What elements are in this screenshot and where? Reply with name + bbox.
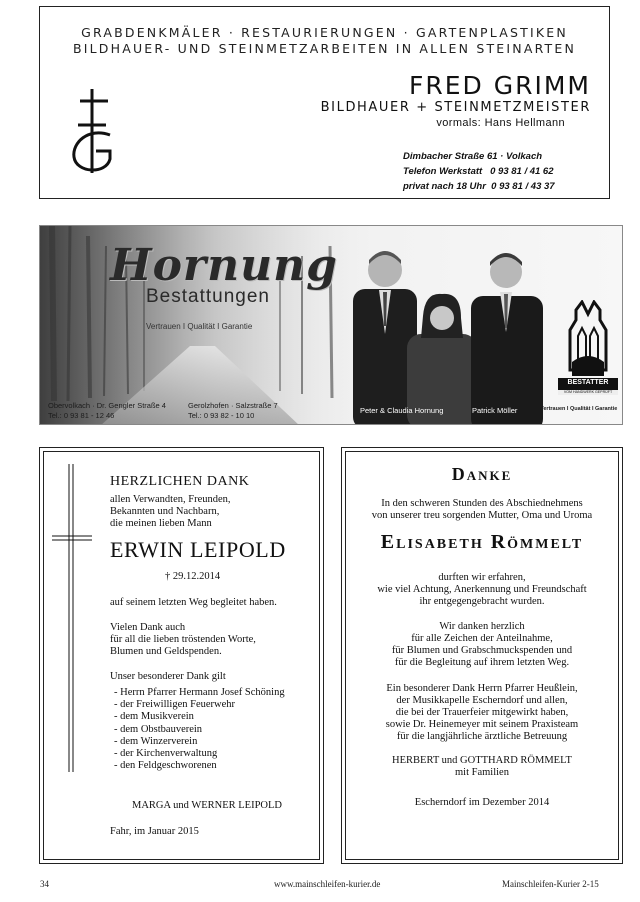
signature: MARGA und WERNER LEIPOLD [132,800,283,811]
grimm-title: BILDHAUER + STEINMETZMEISTER [320,100,591,115]
page-number: 34 [40,879,49,889]
paragraph-2-line-2: für alle Zeichen der Anteilnahme, [411,633,553,644]
grimm-services-line-1: GRABDENKMÄLER · RESTAURIERUNGEN · GARTENPLASTIKEN [81,25,568,40]
grimm-phone-work [403,164,593,179]
special-thanks-heading: Unser besonderer Dank gilt [110,671,226,682]
paragraph-2-line-3: für Blumen und Grabschmuckspenden und [391,645,573,656]
thanks-list [114,687,285,772]
hornung-staff-name-right: Patrick Möller [472,406,518,415]
hornung-advertisement [39,225,623,425]
grimm-services-line-2: BILDHAUER- UND STEINMETZARBEITEN IN ALLEN STEINARTEN [72,41,577,56]
list-item: - Herrn Pfarrer Hermann Josef Schöning [114,687,285,699]
paragraph-1-line-3: ihr entgegengebracht wurden. [419,596,545,607]
deceased-name: ERWIN LEIPOLD [110,537,286,562]
place-date: Escherndorf im Dezember 2014 [414,797,550,808]
bestatter-quality-seal [558,300,618,412]
paragraph-2-line-1: Vielen Dank auch [110,622,186,633]
intro-line-3: die meinen lieben Mann [110,518,212,529]
intro-line-2: Bekannten und Nachbarn, [110,506,220,517]
hornung-addr1: Obervolkach · Dr. Gengler Straße 4 [48,401,166,410]
list-item: - der Freiwilligen Feuerwehr [114,699,285,711]
paragraph-2-line-1: Wir danken herzlich [439,621,525,632]
paragraph-1-line-2: wie viel Achtung, Anerkennung und Freundschaft [377,584,587,595]
signature-families: mit Familien [455,767,509,778]
bestatter-seal-sub: VOM HANDWERK GEPRÜFT [558,390,618,395]
list-item: - dem Musikverein [114,711,285,723]
grimm-phone-work-number: 0 93 81 / 41 62 [490,166,554,177]
hornung-staff-names: Peter & Claudia Hornung [360,406,444,415]
paragraph-3-line-1: Ein besonderer Dank Herrn Pfarrer Heußlein, [386,683,578,694]
hornung-addr2: Gerolzhofen · Salzstraße 7 [188,401,278,410]
paragraph-2-line-3: Blumen und Geldspenden. [110,646,222,657]
notice-heading: HERZLICHEN DANK [110,474,250,489]
hornung-footer [40,398,622,424]
obituary-leipold [39,447,324,864]
grimm-company-name: FRED GRIMM [409,71,591,100]
paragraph-3-line-3: die bei der Trauerfeier mitgewirkt haben, [395,707,569,718]
intro-line-1: allen Verwandten, Freunden, [110,494,231,505]
paragraph-3-line-2: der Musikkapelle Escherndorf und allen, [396,695,568,706]
grimm-advertisement [39,6,610,199]
website-url[interactable]: www.mainschleifen-kurier.de [274,879,381,889]
signature: HERBERT und GOTTHARD RÖMMELT [392,755,572,766]
grimm-phone-private [403,179,593,194]
grimm-contact-block [403,149,593,194]
grimm-vormals: vormals: Hans Hellmann [436,117,565,129]
obituary-roemmelt [341,447,623,864]
notice-heading: Danke [451,464,513,484]
paragraph-1-line-1: durften wir erfahren, [438,572,526,583]
death-date: † 29.12.2014 [165,571,221,582]
grimm-phone-private-number: 0 93 81 / 43 37 [491,181,555,192]
cross-icon [50,464,94,772]
paragraph-3-line-4: sowie Dr. Heinemeyer mit seinem Praxisteam [385,719,579,730]
paragraph-3-line-5: für die langjährliche ärztliche Betreuung [396,731,568,742]
hornung-slogan: Vertrauen I Qualität I Garantie [146,322,253,331]
list-item: - den Feldgeschworenen [114,760,285,772]
bestatter-seal-label: BESTATTER [558,378,618,392]
grimm-phone-private-label: privat nach 18 Uhr [403,181,486,192]
list-item: - der Kirchenverwaltung [114,748,285,760]
hornung-subtitle: Bestattungen [146,286,270,307]
place-date: Fahr, im Januar 2015 [110,826,199,837]
paragraph-2-line-4: für die Begleitung auf ihrem letzten Weg. [394,657,570,668]
paragraph-2-line-2: für all die lieben tröstenden Worte, [110,634,256,645]
hornung-phone2: Tel.: 0 93 82 - 10 10 [188,411,255,420]
list-item: - dem Winzerverein [114,736,285,748]
hornung-logo: Hornung [110,240,338,291]
fg-monogram-logo [68,87,118,177]
hornung-seal-slogan: Vertrauen I Qualität I Garantie [540,406,618,412]
staff-photo [345,234,555,425]
paragraph-1: auf seinem letzten Weg begleitet haben. [110,597,277,608]
hornung-phone1: Tel.: 0 93 81 - 12 46 [48,411,115,420]
intro-line-1: In den schweren Stunden des Abschiednehmens [381,498,583,509]
deceased-name: Elisabeth Römmelt [380,531,584,553]
grimm-phone-work-label: Telefon Werkstatt [403,166,483,177]
intro-line-2: von unserer treu sorgenden Mutter, Oma und Uroma [371,510,593,521]
grimm-address: Dimbacher Straße 61 · Volkach [403,151,543,162]
issue-label: Mainschleifen-Kurier 2-15 [502,879,599,889]
list-item: - dem Obstbauverein [114,724,285,736]
